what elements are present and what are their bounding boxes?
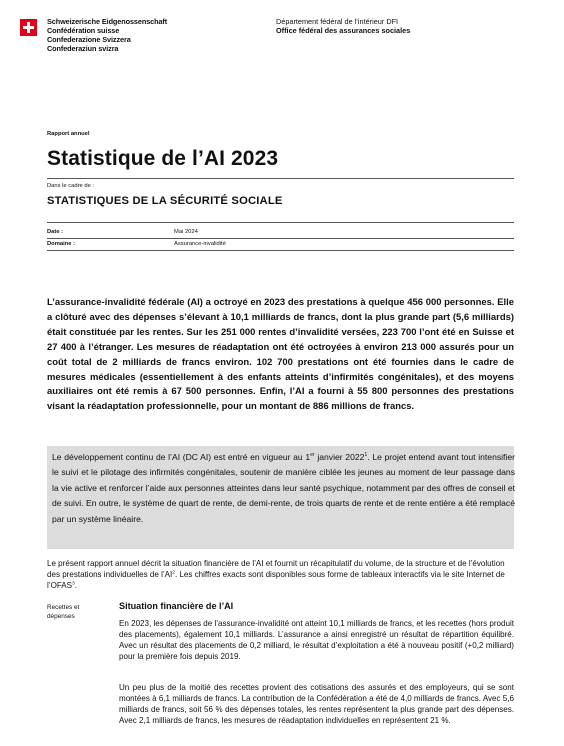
page-title: Statistique de l’AI 2023 <box>47 147 279 170</box>
subtitle-divider <box>47 222 514 223</box>
domain-label: Domaine : <box>47 241 76 247</box>
section-paragraph-2: Un peu plus de la moitié des recettes provient des cotisations des assurés et des employeurs, qui se sont montées à 6,1 milliards de francs. La contribution de la Confédération a été de 4,0 milliards de francs. Avec 5,6 milliards de francs, soit 56 % des dépenses totales, les rentes représentent la plus grande part des dépenses. Avec 2,1 milliards de francs, les mesures de réadaptation individuelles en représentent 21 %. <box>119 683 514 725</box>
section-paragraph-1: En 2023, les dépenses de l’assurance-invalidité ont atteint 10,1 milliards de francs, et les recettes (hors produit des placements), également 10,1 milliards. L’assurance a ainsi enregistré un résultat de répartition équilibré. Avec un résultat des placements de 0,2 milliard, le résultat d’exploitation a été à nouveau positif (+0,2 milliard) pour la première fois depuis 2019. <box>119 619 514 661</box>
department-name: Département fédéral de l’intérieur DFI <box>276 17 399 26</box>
date-value: Mai 2024 <box>174 229 198 235</box>
meta-divider-2 <box>47 250 514 251</box>
context-label: Dans le cadre de : <box>47 183 95 189</box>
intro-paragraph: Le présent rapport annuel décrit la situation financière de l’AI et fournit un récapitulatif du volume, de la structure et de l’évolution des prestations individuelles de $l’AI^2$. Les chiffres exacts sont disponibles sous forme de tableaux interactifs via le site Internet de l’OFAS$^3$. <box>47 559 505 590</box>
department-block <box>276 17 410 35</box>
title-divider <box>47 178 514 179</box>
swiss-flag-logo <box>20 19 37 36</box>
highlight-text: Le développement continu de l’AI (DC AI) est entré en vigueur au 1er janvier 2022$^1$. Le projet entend avant tout intensifier le suivi et le pilotage des infirmités congénitales, soutenir de manière ciblée les jeunes au moment de leur passage dans la vie active et renforcer l’aide aux personnes atteintes dans leur santé psychique, notamment par des offres de conseil et de suivi. En outre, le système de quart de rente, de demi-rente, de trois quarts de rente et de rente entière a été remplacé par un système linéaire. <box>52 452 515 524</box>
confederation-names: Schweizerische Eidgenossenschaft Confédération suisse Confederazione Svizzera Confederaziun svizra <box>47 17 168 53</box>
domain-value: Assurance-invalidité <box>174 241 226 247</box>
margin-label: Recettes et dépenses <box>47 604 80 620</box>
section-title: Situation financière de l’AI <box>119 601 234 611</box>
lead-paragraph: L’assurance-invalidité fédérale (AI) a octroyé en 2023 des prestations à quelque 456 000 personnes. Elle a clôturé avec des dépenses s’élevant à 10,1 milliards de francs, dont la plus grande part (5,6 milliards) était constituée par les rentes. Sur les 251 000 rentes d’invalidité versées, 223 700 l’ont été en Suisse et 27 400 à l’étranger. Les mesures de réadaptation ont été octroyées à environ 213 000 assurés pour un coût total de 2 milliards de francs environ. 102 700 prestations ont été fournies dans le cadre de mesures médicales (essentiellement à des enfants atteints d’infirmités congénitales), et des moyens auxiliaires ont été remis à 67 500 personnes. Enfin, l’AI a fourni à 55 800 personnes des prestations visant la réadaptation professionnelle, pour un montant de 886 millions de francs. <box>47 297 514 413</box>
meta-divider-1 <box>47 238 514 239</box>
document-type: Rapport annuel <box>47 131 90 137</box>
office-name: Office fédéral des assurances sociales <box>276 26 411 35</box>
date-label: Date : <box>47 229 64 235</box>
page-subtitle: STATISTIQUES DE LA SÉCURITÉ SOCIALE <box>47 195 283 207</box>
